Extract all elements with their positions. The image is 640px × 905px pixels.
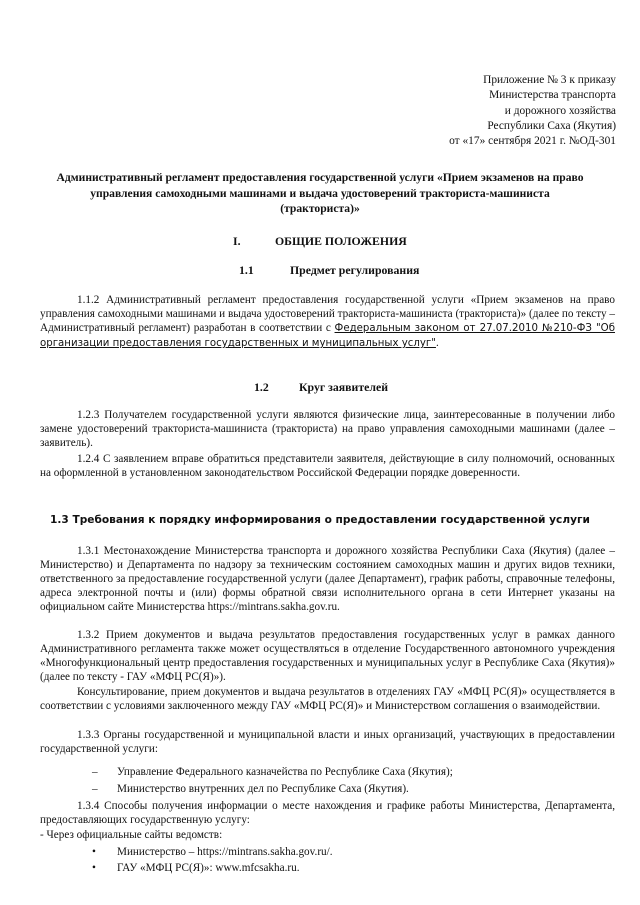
paragraph-1-2-4 bbox=[40, 452, 615, 480]
subsection-number: 1.1 bbox=[239, 263, 254, 277]
paragraph-1-3-2 bbox=[40, 628, 615, 684]
list-item-text: Министерство – https://mintrans.sakha.gov.ru/. bbox=[117, 846, 333, 858]
appendix-line: от «17» сентября 2021 г. №ОД-301 bbox=[449, 135, 616, 148]
paragraph-text: 1.3.1 Местонахождение Министерства транспорта и дорожного хозяйства Республики Саха (Якутия) (далее –Министерство) и Департамента по надзору за техническим состоянием самоходных машин и других видов техники, ответственного за предоставление государственной услуги (далее Департамент), график работы, справочные телефоны, адреса электронной почты и (или) формы обратной связи исполнительного органа в сети Интернет указаны на официальном сайте Министерства https://mintrans.sakha.gov.ru. bbox=[40, 545, 615, 614]
subsection-number: 1.2 bbox=[254, 380, 269, 394]
appendix-line: Приложение № 3 к приказу bbox=[483, 74, 616, 86]
document-title: Административный регламент предоставления государственной услуги «Прием экзаменов на право управления самоходными машинами и выдача удостоверений тракториста-машиниста (тракториста)» bbox=[56, 171, 584, 215]
appendix-line: и дорожного хозяйства bbox=[504, 104, 616, 117]
paragraph-1-1-2 bbox=[40, 293, 615, 351]
paragraph-1-3-1 bbox=[40, 544, 615, 614]
paragraph-end: . bbox=[435, 337, 439, 350]
paragraph-text: 1.3.3 Органы государственной и муниципальной власти и иных организаций, участвующих в предоставлении государственной услуги: bbox=[40, 729, 615, 756]
bullet-marker: • bbox=[92, 846, 96, 858]
appendix-line: Республики Саха (Якутия) bbox=[487, 119, 616, 132]
appendix-line: Министерства транспорта bbox=[489, 89, 616, 102]
section-number: I. bbox=[233, 234, 241, 248]
subsection-title: Предмет регулирования bbox=[290, 263, 420, 277]
appendix-header bbox=[449, 73, 616, 149]
paragraph-1-3-4 bbox=[40, 799, 615, 827]
section-title: ОБЩИЕ ПОЛОЖЕНИЯ bbox=[275, 234, 407, 248]
subsection-heading-1-3: 1.3 Требования к порядку информирования о предоставлении государственной услуги bbox=[50, 514, 590, 526]
list-item-text: Министерство внутренних дел по Республике Саха (Якутия). bbox=[117, 783, 409, 795]
subsection-title: Круг заявителей bbox=[299, 380, 389, 394]
paragraph-consultation bbox=[40, 685, 615, 713]
paragraph-text: 1.3.2 Прием документов и выдача результатов предоставления государственных услуг в рамках данного Административного регламента также может осуществляться в отделение Государственного автономного учреждения «Многофункциональный центр предоставления государственных и муниципальных услуг в Республике Саха (Якутия)» (далее по тексту - ГАУ «МФЦ РС(Я)»). bbox=[40, 629, 615, 684]
dash-marker: – bbox=[92, 783, 98, 795]
federal-law-link[interactable]: Федеральным законом от 27.07.2010 №210-ФЗ "Об организации предоставления государственных и муниципальных услуг" bbox=[40, 323, 615, 350]
paragraph-text: 1.3.4 Способы получения информации о месте нахождения и графике работы Министерства, Департамента, предоставляющих государственную услугу: bbox=[40, 800, 615, 827]
list-item-text: ГАУ «МФЦ РС(Я)»: www.mfcsakha.ru. bbox=[117, 862, 300, 874]
paragraph-1-2-3 bbox=[40, 408, 615, 450]
paragraph-text: 1.2.4 С заявлением вправе обратиться представители заявителя, действующие в силу полномочий, основанных на оформленной в установленном законодательством Российской Федерации порядке доверенности. bbox=[40, 453, 615, 480]
paragraph-text: Консультирование, прием документов и выдача результатов в отделениях ГАУ «МФЦ РС(Я)» осуществляется в соответствии с условиями заключенного между ГАУ «МФЦ РС(Я)» и Министерством соглашения о взаимодействии. bbox=[40, 686, 615, 713]
paragraph-1-3-3 bbox=[40, 728, 615, 756]
dash-marker: – bbox=[92, 766, 98, 778]
paragraph-text: 1.1.2 Административный регламент предоставления государственной услуги «Прием экзаменов на право управления самоходными машинами и выдача удостоверений тракториста-машиниста (тракториста)» (далее по тексту – Административный регламент) разработан в соответствии с bbox=[40, 294, 615, 335]
paragraph-sites-intro: - Через официальные сайты ведомств: bbox=[40, 829, 223, 841]
list-item-text: Управление Федерального казначейства по Республике Саха (Якутия); bbox=[117, 766, 453, 778]
bullet-marker: • bbox=[92, 862, 96, 874]
paragraph-text: 1.2.3 Получателем государственной услуги являются физические лица, заинтересованные в получении либо замене удостоверений тракториста-машиниста (тракториста) на право управления самоходными машинами (далее – заявитель). bbox=[40, 409, 615, 450]
